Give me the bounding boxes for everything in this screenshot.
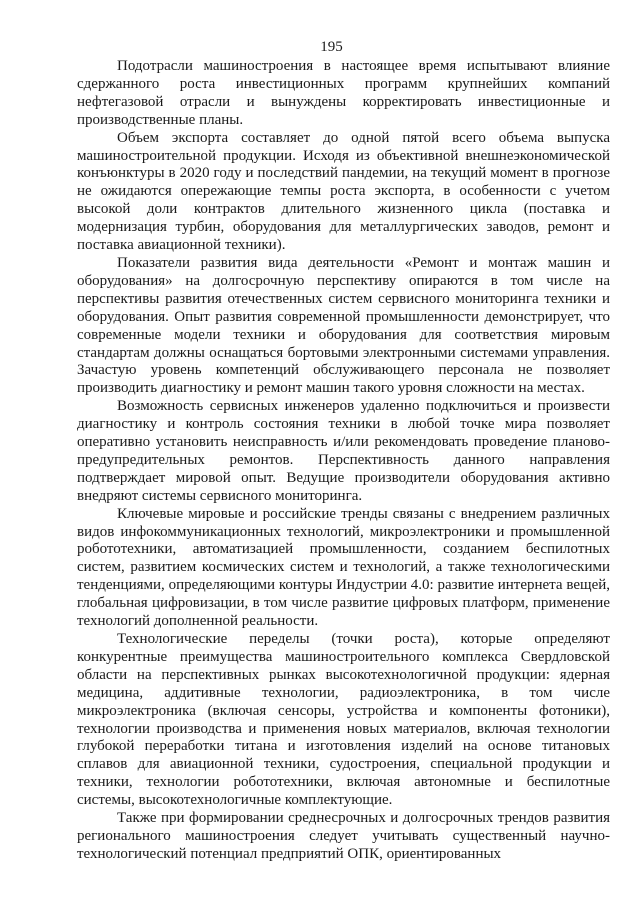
paragraph-remote-diagnostics: Возможность сервисных инженеров удаленно подключиться и произвести диагностику и контроль состояния техники в любой точке мира позволяет оперативно установить неисправность и/или рекомендовать проведение планово-предупредительных ремонтов. Перспективность данного направления подтверждает мировой опыт. Ведущие производители оборудования активно внедряют системы сервисного мониторинга. [77,398,610,504]
paragraph-defense-potential: Также при формировании среднесрочных и долгосрочных трендов развития регионального машиностроения следует учитывать существенный научно-технологический потенциал предприятий ОПК, ориентированных [77,810,610,862]
paragraph-growth-points: Технологические переделы (точки роста), которые определяют конкурентные преимущества машиностроительного комплекса Свердловской области на перспективных рынках высокотехнологичной продукции: ядерная медицина, аддитивные технологии, радиоэлектроника, в том числе микроэлектроника (включая сенсоры, устройства и компоненты фотоники), технологии производства и применения новых материалов, включая технологии глубокой переработки титана и изготовления изделий на основе титановых сплавов для авиационной техники, судостроения, специальной продукции и техники, технологии робототехники, включая автономные и беспилотные системы, высокотехнологичные комплектующие. [77,631,610,809]
paragraph-key-trends: Ключевые мировые и российские тренды связаны с внедрением различных видов инфокоммуникационных технологий, микроэлектроники и промышленной робототехники, автоматизацией промышленности, созданием беспилотных систем, развитием космических систем и технологий, а также технологическими тенденциями, определяющими контуры Индустрии 4.0: развитие интернета вещей, глобальная цифровизации, в том числе развитие цифровых платформ, применение технологий дополненной реальности. [77,505,610,630]
paragraph-subsectors: Подотрасли машиностроения в настоящее время испытывают влияние сдержанного роста инвестиционных программ крупнейших компаний нефтегазовой отрасли и вынуждены корректировать инвестиционные и производственные планы. [77,58,610,128]
page-number: 195 [320,39,343,55]
paragraph-repair-indicators: Показатели развития вида деятельности «Ремонт и монтаж машин и оборудования» на долгосрочную перспективу опираются в том числе на перспективы развития отечественных систем сервисного мониторинга техники и оборудования. Опыт развития современной промышленности демонстрирует, что современные модели техники и оборудования для соответствия мировым стандартам должны оснащаться бортовыми электронными системами управления. Зачастую уровень компетенций обслуживающего персонала не позволяет производить диагностику и ремонт машин такого уровня сложности на местах. [77,254,610,397]
paragraph-export: Объем экспорта составляет до одной пятой всего объема выпуска машиностроительной продукции. Исходя из объективной внешнеэкономической конъюнктуры в 2020 году и последствий пандемии, на текущий момент в прогнозе не ожидаются опережающие темпы роста экспорта, в особенности с учетом высокой доли контрактов длительного жизненного цикла (поставка и модернизация турбин, оборудования для металлургических заводов, ремонт и поставка авиационной техники). [77,129,610,254]
